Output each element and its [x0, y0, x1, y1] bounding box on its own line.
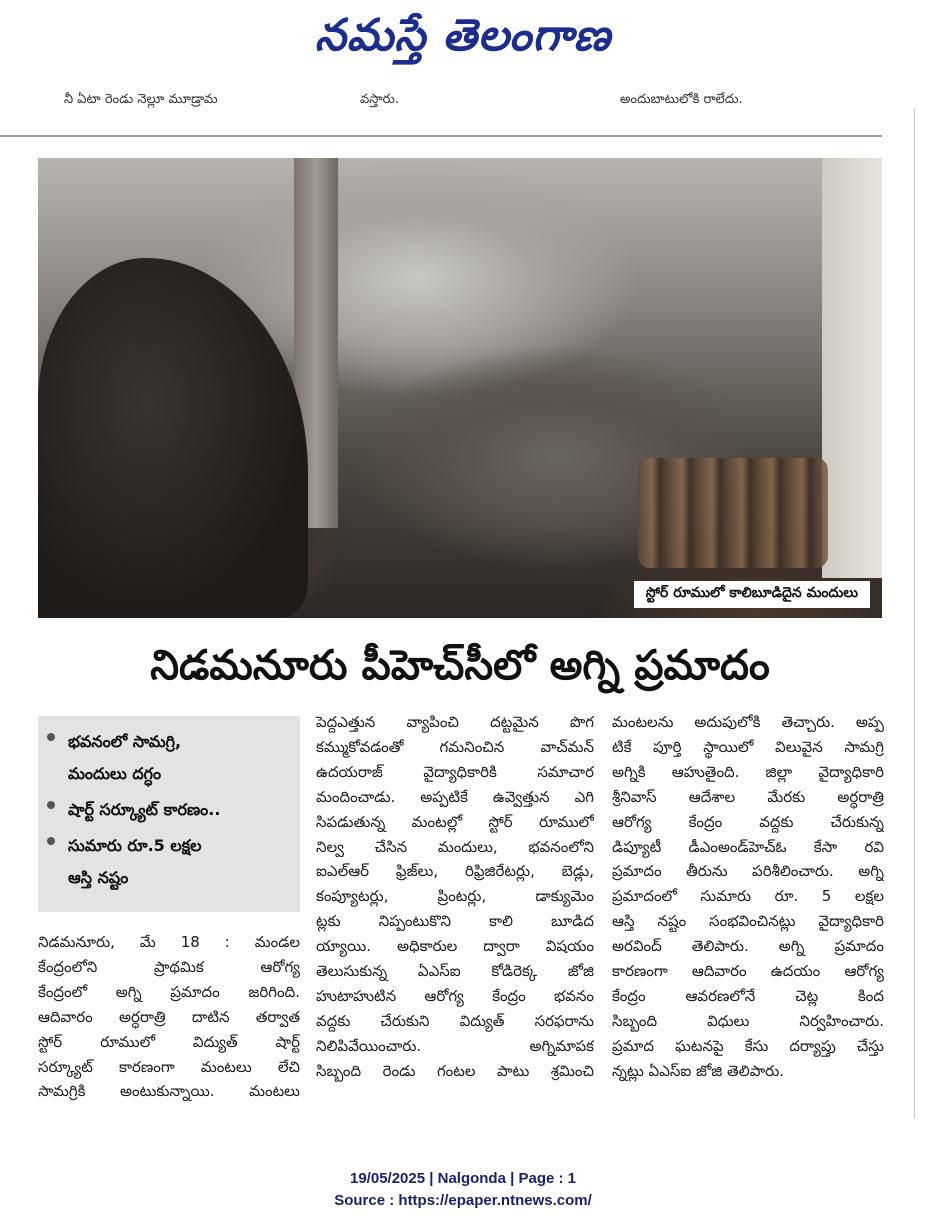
highlight-item: [38, 794, 300, 826]
previous-article-snippets: [0, 92, 900, 116]
highlight-line: మందులు దగ్ధం: [68, 764, 162, 783]
article-line: సిపడుతున్న మంటల్లో స్టోర్ రూములో: [316, 812, 594, 831]
masthead: [0, 0, 926, 80]
article-line: డిప్యూటీ డీఎంఅండ్‌హెచ్‌ఓ కేసా రవి: [612, 837, 884, 856]
article-line: ప్రమాద ఘటనపై కేసు దర్యాప్తు చేస్తు: [612, 1036, 884, 1055]
article-line: సిబ్బంది రెండు గంటల పాటు శ్రమించి: [316, 1061, 594, 1080]
article-line: ఆరోగ్య కేంద్రం వద్దకు చేరుకున్న: [612, 812, 884, 831]
article-line: ఆదివారం అర్ధరాత్రి దాటిన తర్వాత: [38, 1007, 300, 1026]
article-line: కేంద్రం ఆవరణలోనే చెట్ల కింద: [612, 986, 884, 1005]
bullet-icon: [47, 837, 55, 845]
article-line: వద్దకు చేరుకుని విద్యుత్ సరఫరాను: [316, 1011, 594, 1030]
article-line: న్నట్లు ఏఎస్ఐ జోజి తెలిపారు.: [612, 1061, 785, 1080]
article-line: స్టోర్ రూములో విద్యుత్ షార్ట్: [38, 1032, 300, 1051]
column-divider: [914, 108, 915, 1118]
highlight-line: భవనంలో సామగ్రి,: [68, 732, 182, 751]
newspaper-logo: నమస్తే తెలంగాణ: [314, 10, 612, 61]
article-line: కేంద్రంలో అగ్ని ప్రమాదం జరిగింది.: [38, 982, 300, 1001]
bullet-icon: [47, 801, 55, 809]
article-column-1: [38, 930, 300, 1104]
article-line: ఉదయరాజ్ వైద్యాధికారికి సమాచార: [316, 762, 594, 781]
photo-medicine-bottles: [638, 458, 828, 568]
bullet-icon: [47, 733, 55, 741]
article-line: అరవింద్ తెలిపారు. అగ్ని ప్రమాదం: [612, 937, 884, 956]
article-line: కమ్ముకోవడంతో గమనించిన వాచ్‌మన్: [316, 737, 594, 756]
article-line: తెలుసుకున్న ఏఎస్ఐ కోడిరెక్క జోజి: [316, 962, 594, 981]
article-line: సామగ్రికి అంటుకున్నాయి. మంటలు: [38, 1082, 300, 1101]
highlight-item: [38, 726, 300, 790]
snippet-col1: నీ ఏటా రెండు నెల్లూ మూడ్రామ: [64, 92, 218, 107]
article-line: పెద్దఎత్తున వ్యాపించి దట్టమైన పొగ: [316, 713, 594, 731]
footer-date-edition: 19/05/2025 | Nalgonda | Page : 1: [350, 1170, 576, 1187]
snippet-col3: అందుబాటులోకి రాలేదు.: [620, 92, 743, 107]
article-line: కారణంగా ఆదివారం ఉదయం ఆరోగ్య: [612, 962, 884, 981]
article-line: ఐఎల్ఆర్ ఫ్రిజ్‌లు, రిఫ్రిజిరేటర్లు, బెడ్లు,: [316, 862, 594, 881]
article-line: టికే పూర్తి స్థాయిలో విలువైన సామగ్రి: [612, 737, 884, 756]
article-line: మందించాడు. అప్పటికే ఉవ్వెత్తున ఎగి: [316, 787, 594, 806]
article-line: కంప్యూటర్లు, ప్రింటర్లు, డాక్యుమెం: [316, 887, 594, 906]
article-line: అగ్నికి ఆహుతైంది. జిల్లా వైద్యాధికారి: [612, 762, 884, 781]
snippet-col2: వస్తారు.: [360, 92, 399, 107]
article-line: నిలిపివేయించారు. అగ్నిమాపక: [316, 1036, 594, 1055]
photo-caption: స్టోర్ రూములో కాలిబూడిదైన మందులు: [634, 581, 870, 608]
highlight-item: [38, 830, 300, 894]
article-line: ట్లకు నిప్పంటుకొని కాలి బూడిద: [316, 912, 594, 931]
highlight-line: ఆస్తి నష్టం: [68, 868, 129, 887]
article-line: మంటలను అదుపులోకి తెచ్చారు. అప్ప: [612, 713, 884, 731]
fire-damage-photo: [38, 158, 882, 618]
photo-wall: [822, 158, 882, 578]
footer-source-link[interactable]: Source : https://epaper.ntnews.com/: [334, 1192, 592, 1209]
headline: నిడమనూరు పీహెచ్‌సీలో అగ్ని ప్రమాదం: [150, 641, 770, 689]
article-line: శ్రీనివాస్ ఆదేశాల మేరకు అర్ధరాత్రి: [612, 787, 884, 806]
photo-charred-mass: [38, 258, 308, 618]
article-line: సర్క్యూట్ కారణంగా మంటలు లేచి: [38, 1057, 300, 1076]
section-divider: [0, 135, 882, 137]
article-line: నిల్వ చేసిన మందులు, భవనంలోని: [316, 837, 594, 856]
article-line: ప్రమాదంలో సుమారు రూ. 5 లక్షల: [612, 887, 884, 906]
article-line: కేంద్రంలోని ప్రాథమిక ఆరోగ్య: [38, 957, 300, 976]
article-line: ప్రమాదం తీరును పరిశీలించారు. అగ్ని: [612, 862, 884, 881]
highlights-box: [38, 716, 300, 912]
article-line: హుటాహుటిన ఆరోగ్య కేంద్రం భవనం: [316, 986, 594, 1005]
article-line: ఆస్తి నష్టం సంభవించినట్లు వైద్యాధికారి: [612, 912, 884, 931]
article-column-2: [316, 710, 594, 1084]
article-column-3: [612, 710, 884, 1084]
footer: [0, 1168, 926, 1212]
article-line: య్యాయి. అధికారుల ద్వారా విషయం: [316, 937, 594, 956]
highlight-line: సుమారు రూ.5 లక్షల: [68, 836, 202, 855]
article-line: నిడమనూరు, మే 18 : మండల: [38, 933, 300, 951]
highlight-line: షార్ట్ సర్క్యూట్ కారణం..: [68, 800, 221, 819]
article-line: సిబ్బంది విధులు నిర్వహించారు.: [612, 1011, 884, 1030]
